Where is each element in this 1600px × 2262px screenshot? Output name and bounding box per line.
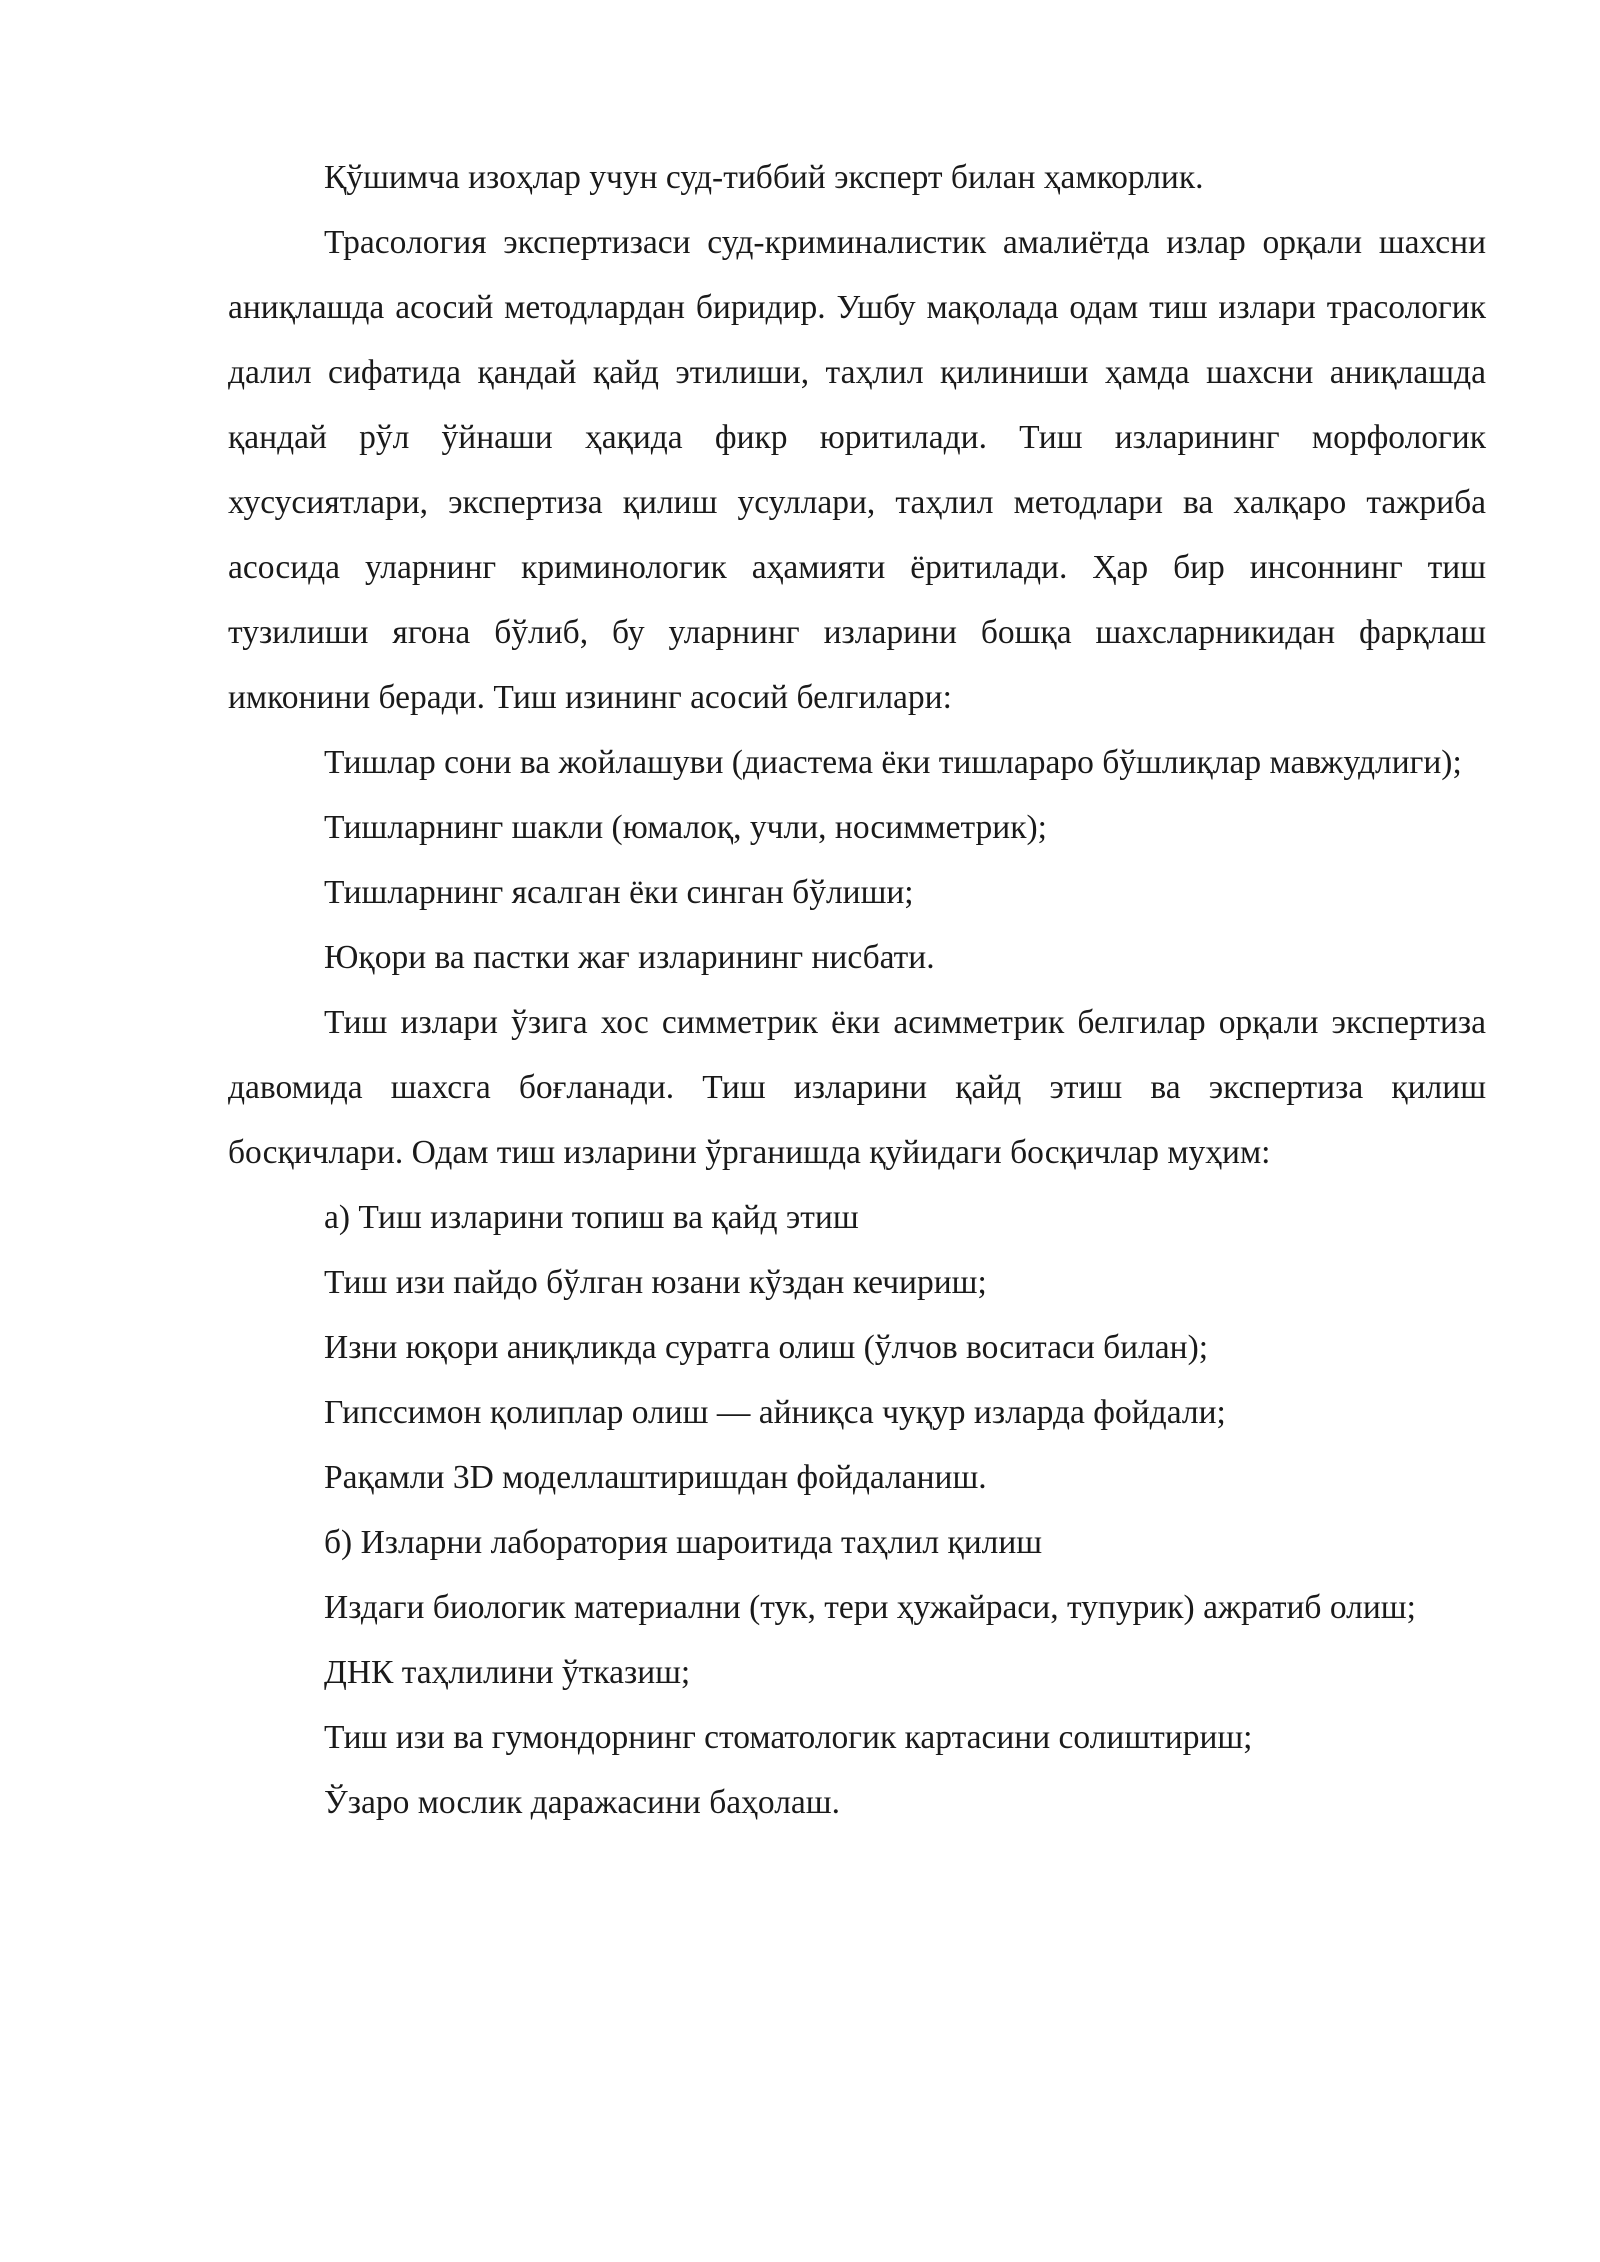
- document-body: [228, 145, 1486, 1835]
- paragraph: ДНК таҳлилини ўтказиш;: [324, 1654, 691, 1691]
- paragraph: Изни юқори аниқликда суратга олиш (ўлчов воситаси билан);: [324, 1329, 1209, 1366]
- paragraph: Рақамли 3D моделлаштиришдан фойдаланиш.: [324, 1459, 987, 1496]
- paragraph: Издаги биологик материални (тук, тери ҳужайраси, тупурик) ажратиб олиш;: [324, 1589, 1416, 1626]
- paragraph: Тиш изи пайдо бўлган юзани кўздан кечириш;: [324, 1264, 987, 1301]
- paragraph: Трасология экспертизаси суд-криминалистик амалиётда излар орқали шахсни аниқлашда асосий методлардан биридир. Ушбу мақолада одам тиш излари трасологик далил сифатида қандай қайд этилиши, таҳлил қилиниши ҳамда шахсни аниқлашда қандай рўл ўйнаши ҳақида фикр юритилади. Тиш изларининг морфологик хусусиятлари, экспертиза қилиш усуллари, таҳлил методлари ва халқаро тажриба асосида уларнинг криминологик аҳамияти ёритилади. Ҳар бир инсоннинг тиш тузилиши ягона бўлиб, бу уларнинг изларини бошқа шахсларникидан фарқлаш имконини беради. Тиш изининг асосий белгилари:: [228, 224, 1486, 716]
- paragraph: Юқори ва пастки жағ изларининг нисбати.: [324, 939, 935, 976]
- paragraph: Тишларнинг шакли (юмалоқ, учли, носимметрик);: [324, 809, 1047, 846]
- paragraph: Гипссимон қолиплар олиш — айниқса чуқур изларда фойдали;: [324, 1394, 1226, 1431]
- paragraph: б) Изларни лаборатория шароитида таҳлил қилиш: [324, 1524, 1043, 1561]
- paragraph: а) Тиш изларини топиш ва қайд этиш: [324, 1199, 859, 1236]
- paragraph: Тишлар сони ва жойлашуви (диастема ёки тишлараро бўшлиқлар мавжудлиги);: [324, 744, 1462, 781]
- paragraph: Тиш излари ўзига хос симметрик ёки асимметрик белгилар орқали экспертиза давомида шахсга боғланади. Тиш изларини қайд этиш ва экспертиза қилиш босқичлари. Одам тиш изларини ўрганишда қуйидаги босқичлар муҳим:: [228, 1004, 1486, 1171]
- paragraph: Тиш изи ва гумондорнинг стоматологик картасини солиштириш;: [324, 1719, 1253, 1756]
- paragraph: Тишларнинг ясалган ёки синган бўлиши;: [324, 874, 914, 911]
- paragraph: Ўзаро мослик даражасини баҳолаш.: [324, 1784, 840, 1821]
- paragraph: Қўшимча изоҳлар учун суд-тиббий эксперт билан ҳамкорлик.: [324, 159, 1204, 196]
